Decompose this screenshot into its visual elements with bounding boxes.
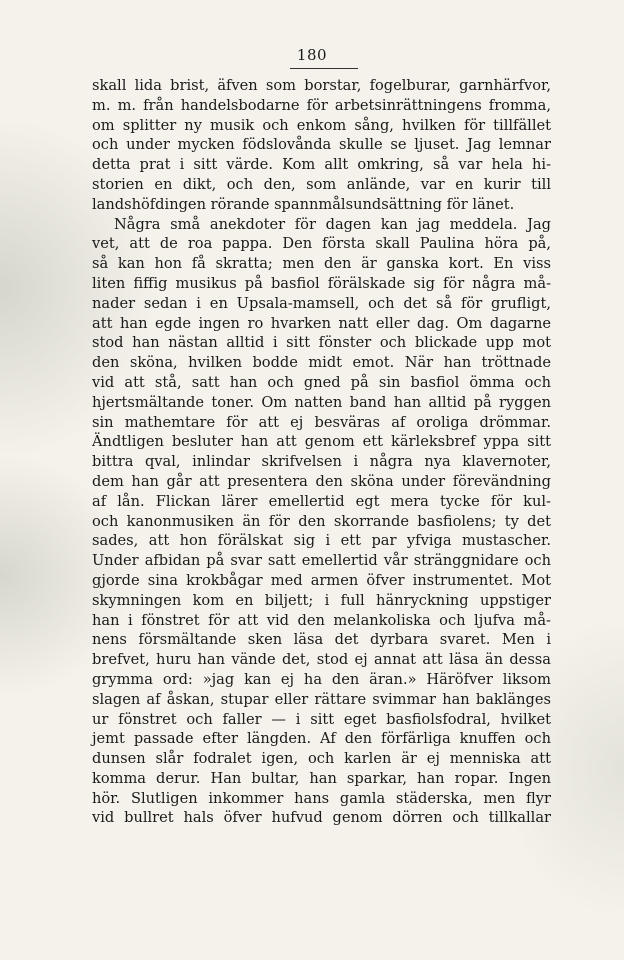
body-text: [92, 76, 551, 828]
text-line: gjorde sina krokbågar med armen öfver instrumentet. Mot: [92, 571, 551, 589]
text-line: storien en dikt, och den, som anlände, var en kurir till: [92, 175, 551, 193]
text-line: om splitter ny musik och enkom sång, hvilken för tillfället: [92, 116, 551, 134]
text-line: komma derur. Han bultar, han sparkar, han ropar. Ingen: [92, 769, 551, 787]
text-line: hjertsmältande toner. Om natten band han alltid på ryggen: [92, 393, 551, 411]
text-line: jemt passade efter längden. Af den förfärliga knuffen och: [92, 730, 551, 748]
text-line: skymningen kom en biljett; i full hänryckning uppstiger: [92, 591, 551, 609]
text-line: ur fönstret och faller — i sitt eget basfiolsfodral, hvilket: [92, 710, 551, 728]
text-line: landshöfdingen rörande spannmålsundsättning för länet.: [92, 195, 515, 213]
text-line: vid bullret hals öfver hufvud genom dörren och tillkallar: [92, 809, 551, 827]
page-number: 180: [296, 46, 328, 64]
text-line: m. m. från handelsbodarne för arbetsinrättningens fromma,: [92, 96, 551, 114]
text-line: slagen af åskan, stupar eller rättare svimmar han baklänges: [92, 690, 551, 708]
text-line: af lån. Flickan lärer emellertid egt mera tycke för kul-: [92, 492, 551, 510]
text-line: att han egde ingen ro hvarken natt eller dag. Om dagarne: [92, 314, 551, 332]
paragraph-start-line: Några små anekdoter för dagen kan jag meddela. Jag: [114, 215, 551, 233]
text-line: Under afbidan på svar satt emellertid vår stränggnidare och: [92, 552, 551, 570]
text-line: stod han nästan alltid i sitt fönster och blickade upp mot: [92, 334, 551, 352]
text-line: sades, att hon förälskat sig i ett par yfviga mustascher.: [92, 532, 551, 550]
page-number-rule: [290, 68, 358, 69]
text-line: bittra qval, inlindar skrifvelsen i några nya klavernoter,: [92, 453, 551, 471]
text-line: han i fönstret för att vid den melankoliska och ljufva må-: [92, 611, 551, 629]
text-line: brefvet, huru han vände det, stod ej annat att läsa än dessa: [92, 651, 551, 669]
text-line: dunsen slår fodralet igen, och karlen är ej menniska att: [92, 750, 551, 768]
text-line: nens försmältande sken läsa det dyrbara svaret. Men i: [92, 631, 551, 649]
text-line: och under mycken födslovånda skulle se ljuset. Jag lemnar: [92, 136, 551, 154]
text-line: vet, att de roa pappa. Den första skall Paulina höra på,: [92, 235, 551, 253]
text-line: liten fiffig musikus på basfiol förälskade sig för några må-: [92, 274, 551, 292]
text-line: den sköna, hvilken bodde midt emot. När han tröttnade: [92, 354, 551, 372]
text-line: skall lida brist, äfven som borstar, fogelburar, garnhärfvor,: [92, 77, 551, 94]
text-line: grymma ord: »jag kan ej ha den äran.» Häröfver liksom: [92, 670, 551, 688]
text-line: och kanonmusiken än för den skorrande basfiolens; ty det: [92, 512, 551, 530]
text-line: nader sedan i en Upsala-mamsell, och det så för grufligt,: [92, 294, 551, 312]
text-line: sin mathemtare för att ej besväras af oroliga drömmar.: [92, 413, 551, 431]
text-line: så kan hon få skratta; men den är ganska kort. En viss: [92, 255, 551, 273]
text-line: detta prat i sitt värde. Kom allt omkring, så var hela hi-: [92, 156, 551, 174]
text-line: Ändtligen besluter han att genom ett kärleksbref yppa sitt: [92, 433, 551, 451]
text-line: hör. Slutligen inkommer hans gamla städerska, men flyr: [92, 789, 551, 807]
text-line: dem han går att presentera den sköna under förevändning: [92, 472, 551, 490]
text-line: vid att stå, satt han och gned på sin basfiol ömma och: [92, 373, 551, 391]
